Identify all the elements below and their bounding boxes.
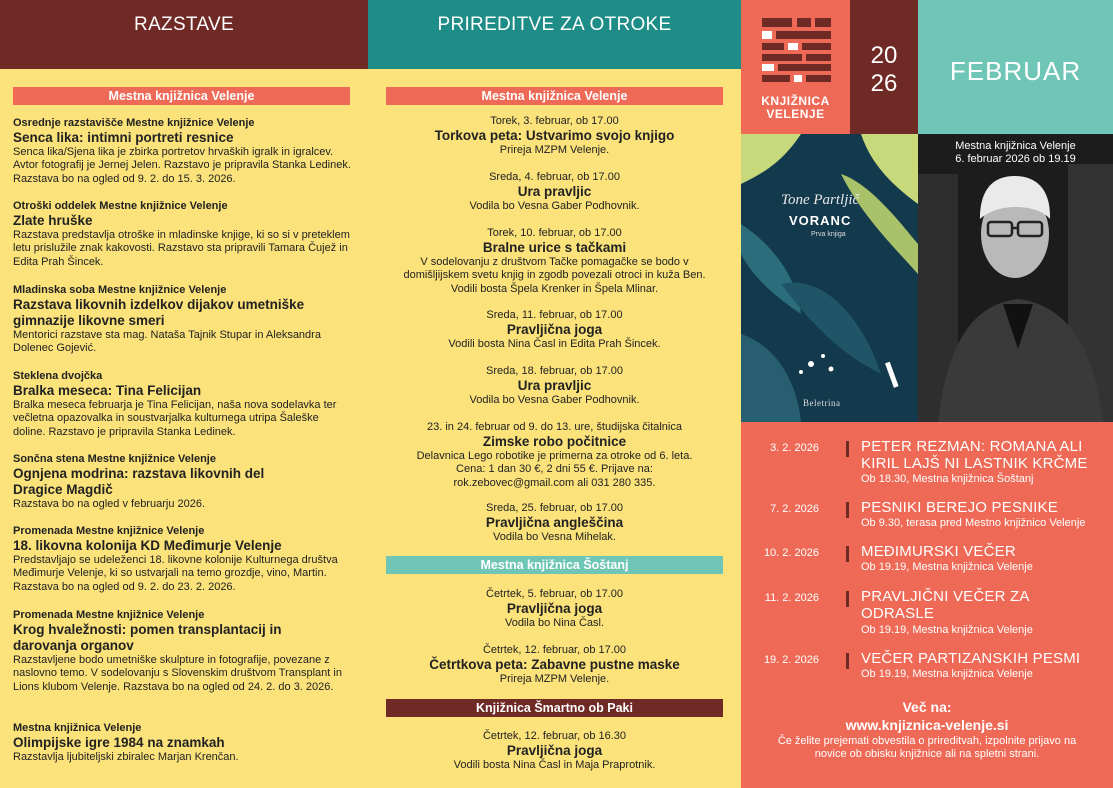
person-portrait-icon xyxy=(918,134,1113,422)
event-date: 11. 2. 2026 xyxy=(764,592,819,604)
exhibition-location: Mestna knjižnica Velenje xyxy=(13,722,142,734)
event-title: Pravljična angleščina xyxy=(485,515,624,530)
event-date: 23. in 24. februar od 9. do 13. ure, študijska čitalnica xyxy=(427,421,682,433)
event-date: 10. 2. 2026 xyxy=(763,547,819,559)
book-title: VORANC xyxy=(789,213,852,228)
event-item xyxy=(368,171,741,213)
event-date: 19. 2. 2026 xyxy=(763,654,819,666)
book-cover-image xyxy=(741,134,918,422)
book-publisher: Beletrina xyxy=(803,398,841,408)
event-marker xyxy=(846,653,849,669)
year-box xyxy=(850,0,918,134)
event-item xyxy=(368,421,741,490)
event-location: Ob 9.30, terasa pred Mestno knjižnico Velenje xyxy=(861,517,1086,529)
book-author: Tone Partljič xyxy=(781,192,860,208)
event-description: Vodila bo Vesna Gaber Podhovnik. xyxy=(469,394,640,406)
exhibition-description: Razstavlja ljubiteljski zbiralec Marjan Krenčan. xyxy=(13,751,239,763)
event-item xyxy=(368,730,741,772)
event-marker xyxy=(846,502,849,518)
exhibition-title: Zlate hruške xyxy=(13,213,93,228)
exhibition-item xyxy=(13,609,353,694)
event-title: PESNIKI BEREJO PESNIKE xyxy=(861,499,1058,516)
otroke-header: PRIREDITVE ZA OTROKE xyxy=(368,0,741,69)
event-date: Torek, 3. februar, ob 17.00 xyxy=(490,115,619,127)
logo-line2: VELENJE xyxy=(766,107,825,121)
exhibition-description: Razstavljene bodo umetniške skulpture in fotografije, povezane z naslovno temo. V sodelovanju s Slovenskim društvom Transplant in Lions klubom Velenje. Razstava bo na ogled od 24. 2. do 3. 2026. xyxy=(13,654,342,693)
exhibition-location: Otroški oddelek Mestne knjižnice Velenje xyxy=(13,200,228,212)
section-header-sostanj: Mestna knjižnica Šoštanj xyxy=(386,556,723,574)
event-date: Četrtek, 12. februar, ob 16.30 xyxy=(482,730,627,742)
exhibition-location: Mladinska soba Mestne knjižnice Velenje xyxy=(13,284,227,296)
section-header-smartno: Knjižnica Šmartno ob Paki xyxy=(386,699,723,717)
event-title: Ura pravljic xyxy=(517,378,592,393)
exhibition-location: Promenada Mestne knjižnice Velenje xyxy=(13,525,205,537)
year-top: 20 xyxy=(870,42,898,69)
event-location: Ob 19.19, Mestna knjižnica Velenje xyxy=(861,668,1033,680)
event-title: PRAVLJIČNI VEČER ZA ODRASLE xyxy=(861,588,1029,622)
event-title: VEČER PARTIZANSKIH PESMI xyxy=(861,650,1081,667)
event-title: Pravljična joga xyxy=(506,322,603,337)
event-description: V sodelovanju z društvom Tačke pomagačke se bodo v domišljijskem svetu knjig in zgodb povezali otroci in kuža Ben. Vodili bosta Špela Krenker in Špela Mlinar. xyxy=(403,256,706,295)
library-logo xyxy=(741,0,850,134)
event-marker xyxy=(846,546,849,562)
event-item xyxy=(368,309,741,351)
exhibition-description: Senca lika/Sjena lika je zbirka portretov hrvaških igralk in igralcev. Avtor fotografij je Jernej Jelen. Razstavo je pripravila Stanka Ledinek. Razstava bo na ogled od 9. 2. do 15. 3. 2026. xyxy=(13,146,351,185)
event-date: Četrtek, 5. februar, ob 17.00 xyxy=(486,588,623,600)
photo-caption xyxy=(918,140,1113,166)
event-date: Sreda, 4. februar, ob 17.00 xyxy=(489,171,620,183)
exhibition-item xyxy=(13,117,353,186)
event-date: Sreda, 25. februar, ob 17.00 xyxy=(486,502,623,514)
exhibition-title: Olimpijske igre 1984 na znamkah xyxy=(13,735,225,750)
exhibition-description: Bralka meseca februarja je Tina Felicijan, naša nova sodelavka ter večletna opazovalka in soustvarjalka kulturnega utripa Šaleške doline. Razstavo je pripravila Stanka Ledinek. xyxy=(13,399,337,438)
event-description: Vodili bosta Nina Časl in Maja Praprotnik. xyxy=(453,759,656,771)
event-item xyxy=(368,644,741,686)
book-subtitle: Prva knjiga xyxy=(811,231,846,238)
exhibition-title: Ognjena modrina: razstava likovnih del Dragice Magdič xyxy=(13,466,265,497)
event-location: Ob 19.19, Mestna knjižnica Velenje xyxy=(861,624,1033,636)
exhibition-location: Steklena dvojčka xyxy=(13,370,103,382)
exhibition-item xyxy=(13,453,353,511)
event-description: Vodila bo Nina Časl. xyxy=(504,617,605,629)
exhibition-description: Mentorici razstave sta mag. Nataša Tajnik Stupar in Aleksandra Dolenec Gojević. xyxy=(13,329,321,355)
adult-events-column xyxy=(741,422,1113,788)
event-item xyxy=(368,365,741,407)
exhibition-description: Razstava predstavlja otroške in mladinske knjige, ki so si v preteklem letu prislužile znak kakovosti. Razstavo sta pripravili Tamara Čujež in Edita Prah Šincek. xyxy=(13,229,350,268)
razstave-header: RAZSTAVE xyxy=(0,0,368,69)
event-title: PETER REZMAN: ROMANA ALI KIRIL LAJŠ NI LASTNIK KRČME xyxy=(861,438,1088,472)
exhibition-item xyxy=(13,722,353,764)
event-description: Prireja MZPM Velenje. xyxy=(499,673,610,685)
year-bottom: 26 xyxy=(870,70,898,97)
event-item xyxy=(368,227,741,296)
event-title: Bralne urice s tačkami xyxy=(482,240,627,255)
event-date: Torek, 10. februar, ob 17.00 xyxy=(487,227,622,239)
exhibition-item xyxy=(13,370,353,439)
event-date: Sreda, 18. februar, ob 17.00 xyxy=(486,365,623,377)
exhibition-location: Osrednje razstavišče Mestne knjižnice Velenje xyxy=(13,117,255,129)
event-item xyxy=(368,502,741,544)
event-date: Četrtek, 12. februar, ob 17.00 xyxy=(482,644,627,656)
month-title: FEBRUAR xyxy=(918,0,1113,134)
photo-caption-line1: Mestna knjižnica Velenje xyxy=(955,140,1076,152)
exhibition-title: Senca lika: intimni portreti resnice xyxy=(13,130,234,145)
leaf-pattern-icon xyxy=(741,134,918,422)
event-description: Vodili bosta Nina Časl in Edita Prah Šincek. xyxy=(448,338,661,350)
event-description: Prireja MZPM Velenje. xyxy=(499,144,610,156)
photo-caption-line2: 6. februar 2026 ob 19.19 xyxy=(955,153,1076,165)
exhibition-location: Sončna stena Mestne knjižnice Velenje xyxy=(13,453,216,465)
event-description: Vodila bo Vesna Gaber Podhovnik. xyxy=(469,200,640,212)
event-location: Ob 19.19, Mestna knjižnica Velenje xyxy=(861,561,1033,573)
event-marker xyxy=(846,441,849,457)
exhibitions-section-header: Mestna knjižnica Velenje xyxy=(13,87,350,105)
logo-line1: KNJIŽNICA xyxy=(761,94,830,108)
event-location: Ob 18.30, Mestna knjižnica Šoštanj xyxy=(861,473,1034,485)
exhibition-description: Razstava bo na ogled v februarju 2026. xyxy=(13,498,206,510)
event-title: MEĐIMURSKI VEČER xyxy=(861,543,1016,560)
exhibition-description: Predstavljajo se udeleženci 18. likovne kolonije Kulturnega društva Međimurje Velenje, ki so ustvarjali na temo grozdje, vino, Martin. Razstava bo na ogled od 9. 2. do 23. 2. 2026. xyxy=(13,554,338,593)
exhibition-title: Bralka meseca: Tina Felicijan xyxy=(13,383,202,398)
event-description: Delavnica Lego robotike je primerna za otroke od 6. leta. Cena: 1 dan 30 €, 2 dni 55 €. Prijave na: rok.zebovec@gmail.com ali 031 280 335. xyxy=(416,450,693,489)
event-title: Pravljična joga xyxy=(506,743,603,758)
event-item xyxy=(368,115,741,157)
exhibition-item xyxy=(13,200,353,269)
more-info-label: Več na: xyxy=(902,699,952,715)
exhibition-item xyxy=(13,525,353,594)
event-title: Ura pravljic xyxy=(517,184,592,199)
section-header-velenje: Mestna knjižnica Velenje xyxy=(386,87,723,105)
event-title: Četrtkova peta: Zabavne pustne maske xyxy=(429,657,680,672)
author-photo xyxy=(918,134,1113,422)
exhibition-title: 18. likovna kolonija KD Međimurje Velenje xyxy=(13,538,282,553)
event-description: Vodila bo Vesna Mihelak. xyxy=(493,531,616,543)
event-item xyxy=(368,588,741,630)
event-date: 7. 2. 2026 xyxy=(770,503,819,515)
children-events-column xyxy=(368,69,741,788)
event-title: Torkova peta: Ustvarimo svojo knjigo xyxy=(434,128,675,143)
newsletter-note: Če želite prejemati obvestila o prireditvah, izpolnite prijavo na novice ob obisku knjižnice ali na spletni strani. xyxy=(777,735,1077,760)
event-title: Zimske robo počitnice xyxy=(482,434,627,449)
exhibition-title: Krog hvaležnosti: pomen transplantacij in darovanja organov xyxy=(13,622,282,653)
event-date: 3. 2. 2026 xyxy=(770,442,819,454)
exhibition-item xyxy=(13,284,353,356)
exhibitions-column xyxy=(0,69,368,788)
exhibition-title: Razstava likovnih izdelkov dijakov umetniške gimnazije likovne smeri xyxy=(13,297,305,328)
event-marker xyxy=(846,591,849,607)
website-link[interactable]: www.knjiznica-velenje.si xyxy=(845,717,1009,733)
exhibition-location: Promenada Mestne knjižnice Velenje xyxy=(13,609,205,621)
event-title: Pravljična joga xyxy=(506,601,603,616)
event-date: Sreda, 11. februar, ob 17.00 xyxy=(486,309,623,321)
